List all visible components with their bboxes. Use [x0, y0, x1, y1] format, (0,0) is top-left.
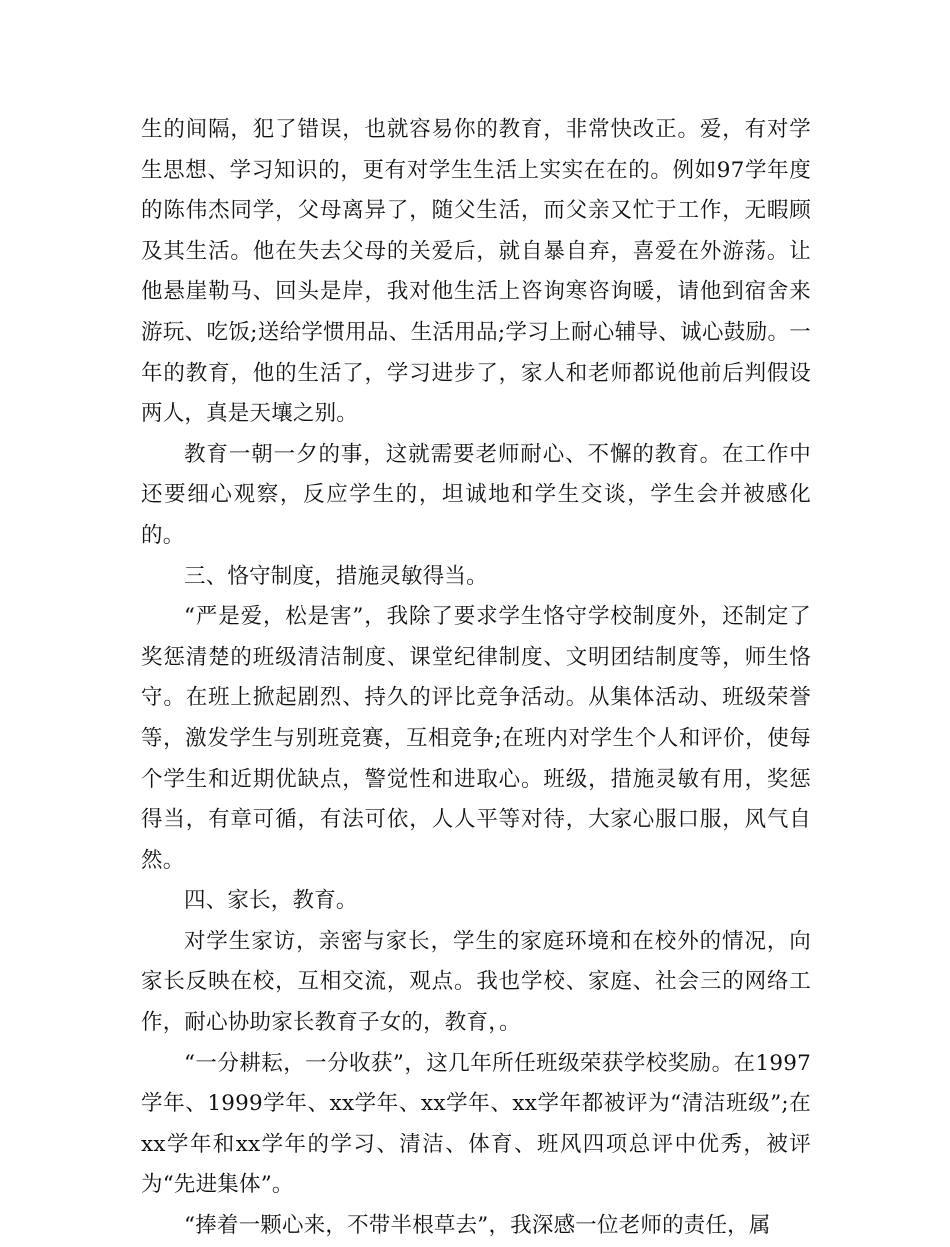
paragraph-4: “严是爱，松是害”，我除了要求学生恪守学校制度外，还制定了奖惩清楚的班级清洁制度、课堂纪律制度、文明团结制度等，师生恪守。在班上掀起剧烈、持久的评比竞争活动。从集体活动、班级荣誉等，激发学生与别班竞赛，互相竞争;在班内对学生个人和评价，使每个学生和近期优缺点，警觉性和进取心。班级，措施灵敏有用，奖惩得当，有章可循，有法可依，人人平等对待，大家心服口服，风气自然。 — [141, 604, 811, 873]
paragraph-2: 教育一朝一夕的事，这就需要老师耐心、不懈的教育。在工作中还要细心观察，反应学生的，坦诚地和学生交谈，学生会并被感化的。 — [141, 441, 811, 548]
paragraph-1: 生的间隔，犯了错误，也就容易你的教育，非常快改正。爱，有对学生思想、学习知识的，更有对学生生活上实实在在的。例如97学年度的陈伟杰同学，父母离异了，随父生活，而父亲又忙于工作，无暇顾及其生活。他在失去父母的关爱后，就自暴自弃，喜爱在外游荡。让他悬崖勒马、回头是岸，我对他生活上咨询寒咨询暖，请他到宿舍来游玩、吃饭;送给学惯用品、生活用品;学习上耐心辅导、诚心鼓励。一年的教育，他的生活了，学习进步了，家人和老师都说他前后判假设两人，真是天壤之别。 — [141, 117, 811, 427]
document-body — [141, 110, 811, 1247]
section-heading-4: 四、家长，教育。 — [184, 888, 358, 914]
paragraph-6: 对学生家访，亲密与家长，学生的家庭环境和在校外的情况，向家长反映在校，互相交流，观点。我也学校、家庭、社会三的网络工作，耐心协助家长教育子女的，教育，。 — [141, 928, 811, 1036]
paragraph-8: “捧着一颗心来，不带半根草去”，我深感一位老师的责任，属 — [184, 1213, 771, 1239]
paragraph-7: “一分耕耘，一分收获”，这几年所任班级荣获学校奖励。在1997学年、1999学年、xx学年、xx学年、xx学年都被评为“清洁班级”;在xx学年和xx学年的学习、清洁、体育、班风四项总评中优秀，被评为“先进集体”。 — [141, 1050, 811, 1198]
section-heading-3: 三、恪守制度，措施灵敏得当。 — [184, 563, 488, 589]
